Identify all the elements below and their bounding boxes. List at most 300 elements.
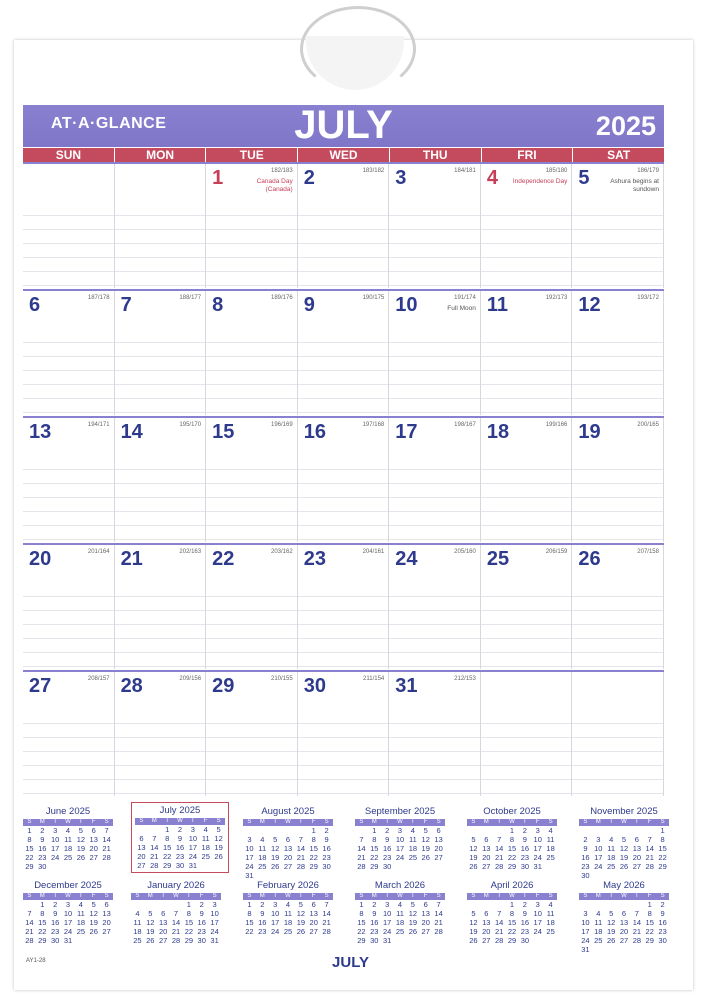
- mini-day: [656, 871, 669, 880]
- mini-day: [432, 862, 445, 871]
- mini-day: 6: [285, 835, 291, 844]
- mini-day: 27: [421, 927, 430, 936]
- mini-day: 8: [509, 835, 515, 844]
- mini-day: 31: [533, 862, 542, 871]
- day-number: 13: [29, 421, 52, 443]
- day-cell[interactable]: [23, 545, 115, 669]
- day-cell[interactable]: [115, 291, 207, 415]
- mini-day: 24: [581, 936, 590, 945]
- mini-day: [432, 936, 445, 945]
- mini-day: 6: [104, 900, 109, 909]
- mini-day: 8: [311, 835, 316, 844]
- year-title: 2025: [595, 111, 656, 141]
- day-cell[interactable]: [481, 672, 573, 796]
- mini-week-row: [579, 826, 669, 835]
- mini-day: 20: [482, 853, 491, 862]
- mini-day: 3: [596, 835, 601, 844]
- day-number: 23: [303, 548, 326, 570]
- day-cell[interactable]: [298, 164, 390, 288]
- mini-weekday: T: [497, 893, 501, 899]
- day-cell[interactable]: [389, 418, 481, 542]
- mini-day: 3: [535, 826, 540, 835]
- mini-day: 10: [188, 834, 198, 843]
- mini-week-row: [467, 853, 557, 862]
- mini-day: 2: [40, 826, 45, 835]
- mini-weekday: S: [27, 819, 32, 825]
- mini-day: 10: [533, 909, 542, 918]
- mini-weekday: M: [595, 819, 601, 825]
- mini-day: 14: [645, 844, 654, 853]
- day-cell[interactable]: [572, 418, 664, 542]
- mini-weekday: W: [621, 893, 627, 899]
- mini-day: 18: [283, 918, 293, 927]
- day-cell[interactable]: [206, 418, 298, 542]
- mini-day: 1: [247, 900, 252, 909]
- mini-weekday: S: [139, 818, 144, 824]
- mini-day: 3: [583, 909, 588, 918]
- holiday-note: Independence Day: [512, 178, 568, 185]
- mini-day: [618, 871, 631, 880]
- mini-weekday: M: [595, 893, 601, 899]
- mini-week-row: [23, 844, 113, 853]
- mini-day: 29: [25, 862, 34, 871]
- mini-day: 29: [370, 862, 379, 871]
- mini-calendar-weekdays: [135, 818, 225, 825]
- day-cell[interactable]: [115, 164, 207, 288]
- mini-day: 1: [359, 900, 364, 909]
- mini-weekday: M: [371, 819, 377, 825]
- mini-day: 18: [606, 853, 616, 862]
- mini-day: 24: [245, 862, 254, 871]
- day-cell[interactable]: [23, 164, 115, 288]
- mini-day: 5: [471, 835, 476, 844]
- day-cell[interactable]: [389, 164, 481, 288]
- mini-weekday: T: [411, 819, 415, 825]
- mini-weekday: W: [173, 893, 179, 899]
- mini-weekday: F: [647, 893, 652, 899]
- mini-day: 18: [76, 918, 86, 927]
- day-number: 12: [578, 294, 601, 316]
- mini-day: 28: [322, 927, 331, 936]
- mini-day: 27: [137, 861, 146, 870]
- mini-day: 1: [186, 900, 191, 909]
- mini-calendar-title: October 2025: [483, 806, 541, 817]
- day-number: 28: [120, 675, 143, 697]
- day-cell[interactable]: [389, 672, 481, 796]
- mini-day: [605, 826, 618, 835]
- mini-week-row: [579, 936, 669, 945]
- mini-day: 17: [188, 843, 198, 852]
- mini-day: 26: [469, 862, 478, 871]
- day-number: 8: [212, 294, 224, 316]
- mini-day: 12: [469, 844, 478, 853]
- mini-day: 3: [212, 900, 217, 909]
- mini-day: 18: [408, 844, 418, 853]
- weekday-thu: THU: [390, 148, 481, 162]
- mini-day: 19: [89, 918, 98, 927]
- mini-day: 13: [434, 835, 443, 844]
- mini-day: 30: [658, 936, 667, 945]
- mini-day: 28: [494, 936, 504, 945]
- mini-day: [592, 871, 605, 880]
- mini-day: 16: [258, 918, 267, 927]
- mini-weekday: S: [324, 819, 329, 825]
- mini-day: 29: [184, 936, 194, 945]
- mini-weekday: S: [436, 819, 441, 825]
- mini-day: 15: [309, 844, 318, 853]
- day-of-year: 210/155: [271, 676, 293, 682]
- mini-day: 28: [150, 861, 159, 870]
- mini-day: 2: [199, 900, 204, 909]
- mini-day: [419, 936, 432, 945]
- mini-weekday: T: [523, 819, 527, 825]
- mini-day: 31: [63, 936, 73, 945]
- mini-day: 9: [177, 834, 183, 843]
- day-of-year: 203/162: [271, 549, 293, 555]
- mini-day: [592, 945, 605, 954]
- mini-weekday: T: [79, 893, 83, 899]
- mini-calendar: [579, 806, 669, 880]
- mini-day: 18: [395, 918, 405, 927]
- mini-day: [394, 936, 407, 945]
- day-number: 29: [212, 675, 235, 697]
- mini-day: 18: [258, 853, 267, 862]
- mini-day: 4: [410, 826, 415, 835]
- mini-day: 21: [494, 927, 504, 936]
- mini-day: 15: [507, 918, 517, 927]
- mini-day: 26: [214, 852, 223, 861]
- day-of-year: 204/161: [362, 549, 385, 555]
- mini-day: 3: [53, 826, 58, 835]
- mini-day: 17: [50, 844, 60, 853]
- mini-day: [355, 826, 368, 835]
- mini-day: 21: [645, 853, 654, 862]
- mini-week-row: [355, 936, 445, 945]
- mini-week-row: [131, 936, 221, 945]
- mini-day: 21: [632, 927, 642, 936]
- mini-day: 29: [507, 862, 517, 871]
- mini-day: [49, 862, 62, 871]
- mini-day: 5: [609, 909, 614, 918]
- day-number: 15: [212, 421, 235, 443]
- mini-day: 9: [385, 835, 390, 844]
- day-cell[interactable]: [572, 545, 664, 669]
- mini-day: 13: [632, 844, 642, 853]
- weekday-sat: SAT: [573, 148, 664, 162]
- mini-day: 16: [581, 853, 590, 862]
- day-number: 31: [395, 675, 418, 697]
- day-number: 1: [212, 167, 224, 189]
- mini-day: 14: [296, 844, 306, 853]
- mini-day: 3: [385, 900, 390, 909]
- day-of-year: 202/163: [179, 549, 202, 555]
- mini-day: [269, 826, 282, 835]
- mini-day: 23: [520, 927, 530, 936]
- mini-day: 4: [596, 909, 601, 918]
- mini-calendar: [131, 880, 221, 945]
- mini-day: 25: [258, 862, 267, 871]
- mini-week-row: [579, 945, 669, 954]
- day-of-year: 198/167: [454, 422, 476, 428]
- mini-weekday: F: [91, 893, 96, 899]
- mini-day: [630, 871, 643, 880]
- mini-day: [630, 826, 643, 835]
- mini-day: [256, 871, 269, 880]
- mini-day: 25: [606, 862, 616, 871]
- day-cell[interactable]: [298, 545, 390, 669]
- mini-day: 22: [507, 927, 517, 936]
- mini-week-row: [467, 844, 557, 853]
- week-row: [23, 416, 664, 544]
- day-cell[interactable]: [572, 291, 664, 415]
- mini-week-row: [243, 853, 333, 862]
- mini-day: 27: [158, 936, 168, 945]
- mini-day: [320, 871, 333, 880]
- mini-day: 30: [197, 936, 206, 945]
- mini-day: 25: [201, 852, 210, 861]
- day-number: 18: [486, 421, 510, 443]
- mini-week-row: [243, 918, 333, 927]
- mini-day: 21: [494, 853, 504, 862]
- mini-day: 6: [634, 835, 639, 844]
- weekday-wed: WED: [298, 148, 389, 162]
- mini-day: 5: [410, 900, 415, 909]
- day-of-year: 206/159: [545, 549, 568, 555]
- mini-day: 3: [397, 826, 403, 835]
- day-number: 30: [303, 675, 326, 697]
- mini-day: 17: [533, 918, 542, 927]
- day-cell[interactable]: [115, 418, 207, 542]
- mini-day: 14: [632, 918, 642, 927]
- mini-week-row: [355, 826, 445, 835]
- mini-weekday: M: [151, 818, 157, 824]
- mini-day: 6: [484, 835, 489, 844]
- mini-day: [630, 900, 643, 909]
- day-cell[interactable]: [572, 164, 664, 288]
- mini-weekday: M: [39, 819, 45, 825]
- mini-day: 7: [497, 909, 502, 918]
- mini-calendar-weekdays: [131, 893, 221, 900]
- mini-day: 17: [395, 844, 405, 853]
- day-cell[interactable]: [206, 545, 298, 669]
- mini-day: 1: [40, 900, 45, 909]
- mini-day: 29: [309, 862, 318, 871]
- mini-calendar: [23, 880, 113, 945]
- mini-week-row: [579, 871, 669, 880]
- day-number: 7: [120, 294, 132, 316]
- day-cell[interactable]: [389, 291, 481, 415]
- day-cell[interactable]: [23, 291, 115, 415]
- mini-day: 4: [260, 835, 265, 844]
- mini-calendar-weekdays: [23, 819, 113, 826]
- mini-day: 20: [434, 844, 443, 853]
- mini-weekday: F: [535, 893, 540, 899]
- mini-day: 6: [311, 900, 316, 909]
- mini-day: 9: [40, 835, 45, 844]
- mini-day: 27: [102, 927, 111, 936]
- mini-week-row: [23, 862, 113, 871]
- mini-day: 11: [396, 909, 404, 918]
- weekday-mon: MON: [115, 148, 206, 162]
- mini-day: 9: [372, 909, 377, 918]
- mini-day: 30: [175, 861, 185, 870]
- mini-day: 2: [385, 826, 390, 835]
- mini-day: [480, 900, 493, 909]
- day-number: 24: [395, 548, 418, 570]
- mini-day: 9: [583, 844, 588, 853]
- mini-weekday: W: [397, 893, 403, 899]
- month-header: [23, 105, 664, 147]
- mini-weekday: F: [535, 819, 540, 825]
- mini-day: 28: [434, 927, 443, 936]
- mini-day: 18: [546, 844, 555, 853]
- mini-weekday: S: [583, 819, 588, 825]
- mini-day: 20: [102, 918, 111, 927]
- mini-day: 30: [50, 936, 60, 945]
- day-cell[interactable]: [206, 291, 298, 415]
- mini-day: 11: [258, 844, 267, 853]
- mini-day: 27: [482, 936, 491, 945]
- mini-week-row: [467, 909, 557, 918]
- mini-weekday: S: [583, 893, 588, 899]
- mini-day: [294, 826, 307, 835]
- mini-day: 1: [660, 826, 665, 835]
- mini-day: 10: [50, 835, 60, 844]
- day-of-year: 191/174: [454, 295, 476, 301]
- mini-week-row: [355, 835, 445, 844]
- mini-day: [605, 900, 618, 909]
- day-cell[interactable]: [115, 672, 207, 796]
- mini-day: 10: [382, 909, 392, 918]
- mini-day: [605, 871, 618, 880]
- mini-day: [544, 936, 557, 945]
- mini-day: 14: [494, 844, 504, 853]
- day-cell[interactable]: [481, 164, 573, 288]
- mini-day: 2: [522, 900, 527, 909]
- day-cell[interactable]: [481, 418, 573, 542]
- mini-calendar-title: November 2025: [590, 806, 658, 817]
- day-cell[interactable]: [481, 545, 573, 669]
- day-cell[interactable]: [23, 418, 115, 542]
- mini-day: 16: [520, 844, 530, 853]
- mini-week-row: [355, 918, 445, 927]
- week-row: [23, 162, 664, 290]
- mini-day: 31: [581, 945, 590, 954]
- day-cell[interactable]: [206, 164, 298, 288]
- mini-weekday: S: [548, 819, 553, 825]
- mini-weekday: W: [285, 819, 291, 825]
- mini-day: 1: [27, 826, 32, 835]
- mini-day: 15: [645, 918, 654, 927]
- day-number: 3: [395, 167, 407, 189]
- mini-calendar: [467, 806, 557, 871]
- mini-day: [212, 861, 225, 870]
- mini-day: 23: [322, 853, 331, 862]
- mini-week-row: [467, 927, 557, 936]
- mini-day: 7: [27, 909, 32, 918]
- mini-day: 23: [197, 927, 206, 936]
- mini-day: 11: [64, 835, 72, 844]
- mini-day: 4: [65, 826, 71, 835]
- mini-day: [605, 945, 618, 954]
- mini-day: 24: [395, 853, 405, 862]
- mini-day: 10: [245, 844, 254, 853]
- mini-day: 4: [285, 900, 291, 909]
- mini-day: 15: [507, 844, 517, 853]
- mini-day: 2: [260, 900, 265, 909]
- mini-day: [394, 862, 407, 871]
- mini-weekday: F: [311, 893, 316, 899]
- day-cell[interactable]: [206, 672, 298, 796]
- mini-weekday: F: [199, 893, 204, 899]
- day-number: 2: [303, 167, 315, 189]
- mini-day: 14: [494, 918, 504, 927]
- mini-weekday: F: [647, 819, 652, 825]
- day-cell[interactable]: [115, 545, 207, 669]
- mini-day: 9: [53, 909, 58, 918]
- mini-weekday: M: [147, 893, 153, 899]
- day-cell[interactable]: [572, 672, 664, 796]
- mini-calendar-weekdays: [243, 893, 333, 900]
- mini-day: 29: [645, 936, 654, 945]
- mini-day: [618, 945, 631, 954]
- mini-day: 23: [370, 927, 379, 936]
- mini-day: 21: [150, 852, 159, 861]
- mini-day: 22: [245, 927, 254, 936]
- day-cell[interactable]: [389, 545, 481, 669]
- mini-day: [243, 826, 256, 835]
- mini-day: 13: [482, 844, 491, 853]
- mini-day: [282, 826, 295, 835]
- mini-day: 18: [63, 844, 73, 853]
- mini-day: 29: [658, 862, 667, 871]
- day-cell[interactable]: [298, 672, 390, 796]
- mini-day: 16: [370, 918, 379, 927]
- day-number: 21: [120, 548, 143, 570]
- mini-day: 5: [471, 909, 476, 918]
- mini-weekday: T: [385, 893, 389, 899]
- mini-day: 25: [594, 936, 603, 945]
- mini-day: [74, 862, 87, 871]
- mini-day: 26: [270, 862, 280, 871]
- mini-day: 13: [158, 918, 168, 927]
- mini-calendar-weekdays: [243, 819, 333, 826]
- mini-day: 25: [63, 853, 73, 862]
- mini-weekday: T: [187, 893, 191, 899]
- mini-day: 9: [660, 909, 665, 918]
- mini-weekday: W: [397, 819, 403, 825]
- mini-day: 31: [245, 871, 254, 880]
- day-cell[interactable]: [23, 672, 115, 796]
- mini-day: 22: [658, 853, 667, 862]
- mini-weekday: W: [285, 893, 291, 899]
- mini-day: 16: [322, 844, 331, 853]
- mini-day: [100, 936, 113, 945]
- mini-day: [87, 862, 100, 871]
- mini-day: 21: [171, 927, 181, 936]
- mini-week-row: [23, 853, 113, 862]
- mini-week-row: [467, 862, 557, 871]
- mini-day: 19: [76, 844, 86, 853]
- day-cell[interactable]: [298, 291, 390, 415]
- mini-weekday: T: [609, 819, 613, 825]
- day-cell[interactable]: [298, 418, 390, 542]
- mini-day: 30: [520, 936, 530, 945]
- mini-day: 17: [245, 853, 254, 862]
- mini-day: [467, 826, 480, 835]
- day-cell-header: [481, 672, 572, 708]
- day-cell[interactable]: [481, 291, 573, 415]
